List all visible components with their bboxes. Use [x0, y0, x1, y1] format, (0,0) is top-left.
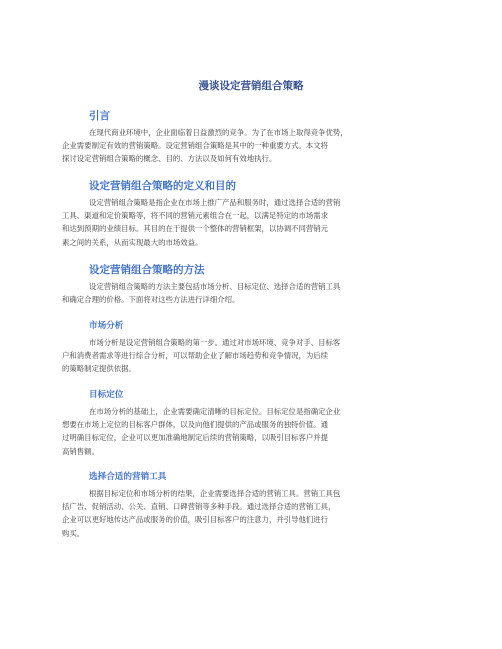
paragraph-line: 设定营销组合策略是指企业在市场上推广产品和服务时，通过选择合适的营销	[89, 198, 341, 207]
section-heading-methods: 设定营销组合策略的方法	[89, 264, 205, 276]
marketing-tools-paragraph	[62, 487, 440, 540]
target-positioning-paragraph	[62, 405, 440, 458]
paragraph-line: 企业需要制定有效的营销策略。设定营销组合策略是其中的一种重要方式。本文将	[62, 141, 329, 151]
paragraph-line: 探讨设定营销组合策略的概念、目的、方法以及如何有效地执行。	[62, 154, 277, 164]
paragraph-line: 在市场分析的基础上，企业需要确定清晰的目标定位。目标定位是指确定企业	[89, 407, 341, 416]
paragraph-line: 在现代商业环境中，企业面临着日益激烈的竞争。为了在市场上取得竞争优势，	[89, 128, 348, 137]
definition-paragraph	[62, 196, 440, 249]
paragraph-line: 想要在市场上定位的目标客户群体，以及向他们提供的产品或服务的独特价值。通	[62, 420, 329, 430]
paragraph-line: 工具、渠道和定价策略等，将不同的营销元素组合在一起，以满足特定的市场需求	[62, 211, 329, 221]
paragraph-line: 素之间的关系，从而实现最大的市场效益。	[62, 237, 203, 247]
paragraph-line: 户和消费者需求等进行综合分析，可以帮助企业了解市场趋势和竞争情况，为后续	[62, 351, 329, 361]
methods-paragraph	[62, 280, 440, 306]
paragraph-line: 过明确目标定位，企业可以更加准确地制定后续的营销策略，以吸引目标客户并提	[62, 433, 329, 443]
paragraph-line: 根据目标定位和市场分析的结果，企业需要选择合适的营销工具。营销工具包	[89, 489, 341, 498]
section-heading-intro: 引言	[89, 110, 110, 122]
subsection-heading-market-analysis: 市场分析	[89, 321, 124, 331]
market-analysis-paragraph	[62, 336, 440, 376]
subsection-heading-marketing-tools: 选择合适的营销工具	[89, 472, 167, 482]
section-heading-definition: 设定营销组合策略的定义和目的	[89, 180, 236, 192]
paragraph-line: 企业可以更好地传达产品或服务的价值，吸引目标客户的注意力，并引导他们进行	[62, 515, 329, 525]
subsection-heading-target-positioning: 目标定位	[89, 390, 124, 400]
document-title: 漫谈设定营销组合策略	[198, 80, 304, 92]
paragraph-line: 的策略制定提供依据。	[62, 364, 136, 374]
paragraph-line: 设定营销组合策略的方法主要包括市场分析、目标定位、选择合适的营销工具	[89, 282, 341, 291]
intro-paragraph	[62, 126, 440, 166]
paragraph-line: 市场分析是设定营销组合策略的第一步。通过对市场环境、竞争对手、目标客	[89, 338, 341, 347]
paragraph-line: 括广告、促销活动、公关、直销、口碑营销等多种手段。通过选择合适的营销工具，	[62, 502, 336, 512]
paragraph-line: 高销售额。	[62, 446, 99, 456]
paragraph-line: 购买。	[62, 528, 85, 538]
paragraph-line: 和确定合理的价格。下面将对这些方法进行详细介绍。	[62, 295, 240, 305]
paragraph-line: 和达到预期的业绩目标。其目的在于提供一个整体的营销框架，以协调不同营销元	[62, 224, 329, 234]
